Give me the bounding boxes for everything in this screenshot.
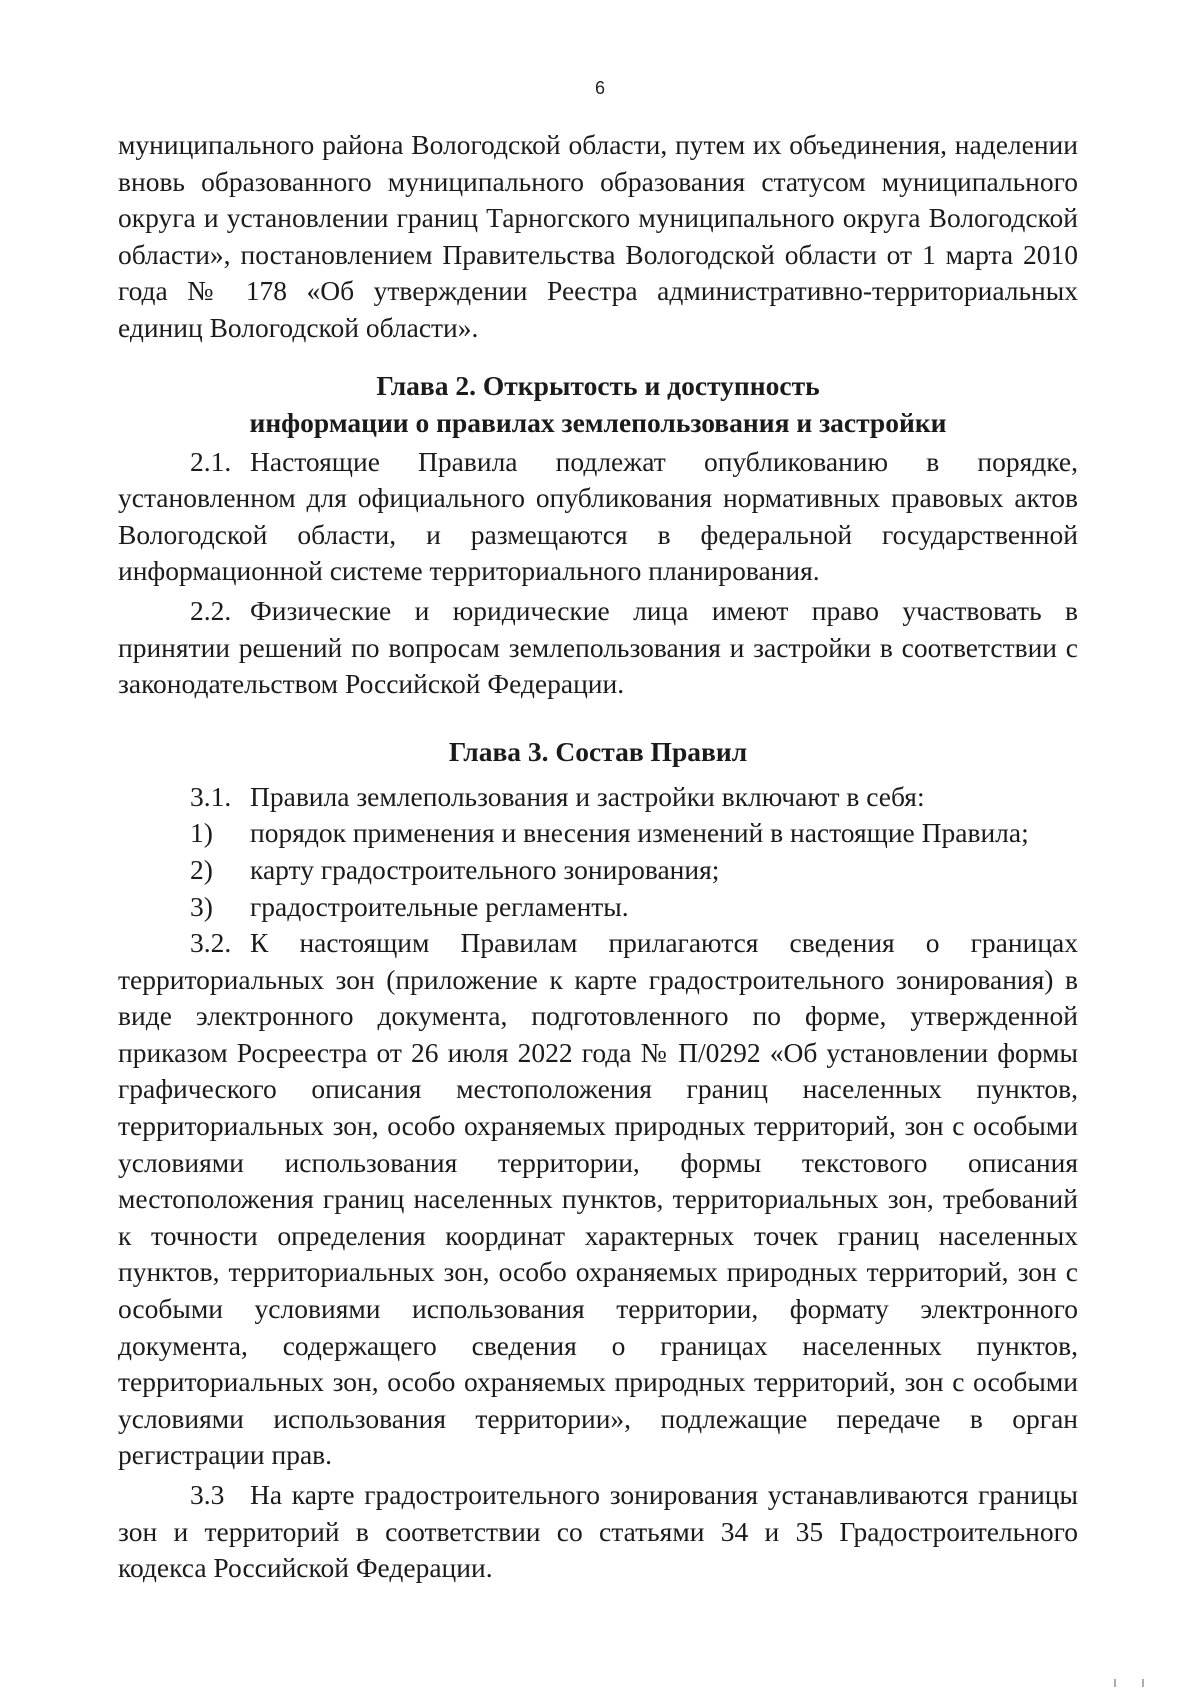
chapter-3-title: Глава 3. Состав Правил (448, 735, 748, 767)
list-item (118, 889, 1078, 926)
chapter-2-title-line-2: информации о правилах землепользования и застройки (249, 406, 947, 438)
clause-3-1-text: Правила землепользования и застройки включают в себя: (250, 780, 925, 812)
clause-2-1 (118, 444, 1078, 590)
clause-2-2-number: 2.2. (190, 594, 232, 626)
clause-3-3 (118, 1477, 1078, 1587)
intro-paragraph: муниципального района Вологодской области, путем их объединения, наделении вновь образованного муниципального образования статусом муниципального округа и установлении границ Тарногского муниципального округа Вологодской области», постановлением Правительства Вологодской области от 1 марта 2010 года № 178 «Об утверждении Реестра административно-территориальных единиц Вологодской области». (118, 129, 1078, 343)
clause-3-2-text: К настоящим Правилам прилагаются сведения о границах территориальных зон (приложение к карте градостроительного зонирования) в виде электронного документа, подготовленного по форме, утвержденной приказом Росреестра от 26 июля 2022 года № П/0292 «Об установлении формы графического описания местоположения границ населенных пунктов, территориальных зон, особо охраняемых природных территорий, зон с особыми условиями использования территории, формы текстового описания местоположения границ населенных пунктов, территориальных зон, требований к точности определения координат характерных точек границ населенных пунктов, территориальных зон, особо охраняемых природных территорий, зон с особыми условиями использования территории, формату электронного документа, содержащего сведения о границах населенных пунктов, территориальных зон, особо охраняемых природных территорий, зон с особыми условиями использования территории», подлежащие передаче в орган регистрации прав. (118, 927, 1078, 1471)
clause-2-1-text: Настоящие Правила подлежат опубликованию в порядке, установленном для официального опубликования нормативных правовых актов Вологодской области, и размещаются в федеральной государственной информационной системе территориального планирования. (118, 445, 1078, 587)
scan-edge-mark (1114, 1679, 1144, 1687)
chapter-2-title-line-1: Глава 2. Открытость и доступность (376, 369, 820, 401)
chapter-2 (118, 367, 1078, 703)
list-item (118, 852, 1078, 889)
page-number: 6 (594, 78, 605, 98)
list-item-text: градостроительные регламенты. (250, 890, 629, 922)
clause-3-2 (118, 925, 1078, 1474)
chapter-2-title (118, 367, 1078, 441)
clause-3-3-number: 3.3 (190, 1479, 225, 1510)
clause-2-2-text: Физические и юридические лица имеют право участвовать в принятии решений по вопросам землепользования и застройки в соответствии с законодательством Российской Федерации. (118, 594, 1078, 700)
list-item (118, 815, 1078, 852)
list-item-text: карту градостроительного зонирования; (250, 853, 720, 885)
clause-3-1-number: 3.1. (190, 780, 232, 812)
clause-3-3-text: На карте градостроительного зонирования устанавливаются границы зон и территорий в соответствии со статьями 34 и 35 Градостроительного кодекса Российской Федерации. (118, 1479, 1078, 1584)
chapter-3 (118, 733, 1078, 1587)
list-item-number: 1) (190, 817, 213, 849)
list-item-number: 3) (190, 890, 213, 922)
list-item-text: порядок применения и внесения изменений в настоящие Правила; (250, 817, 1029, 849)
clause-3-1 (118, 779, 1078, 816)
clause-2-2 (118, 593, 1078, 703)
clause-3-2-number: 3.2. (190, 927, 232, 959)
clause-2-1-number: 2.1. (190, 445, 232, 477)
list-item-number: 2) (190, 853, 213, 885)
document-body (118, 127, 1078, 1587)
